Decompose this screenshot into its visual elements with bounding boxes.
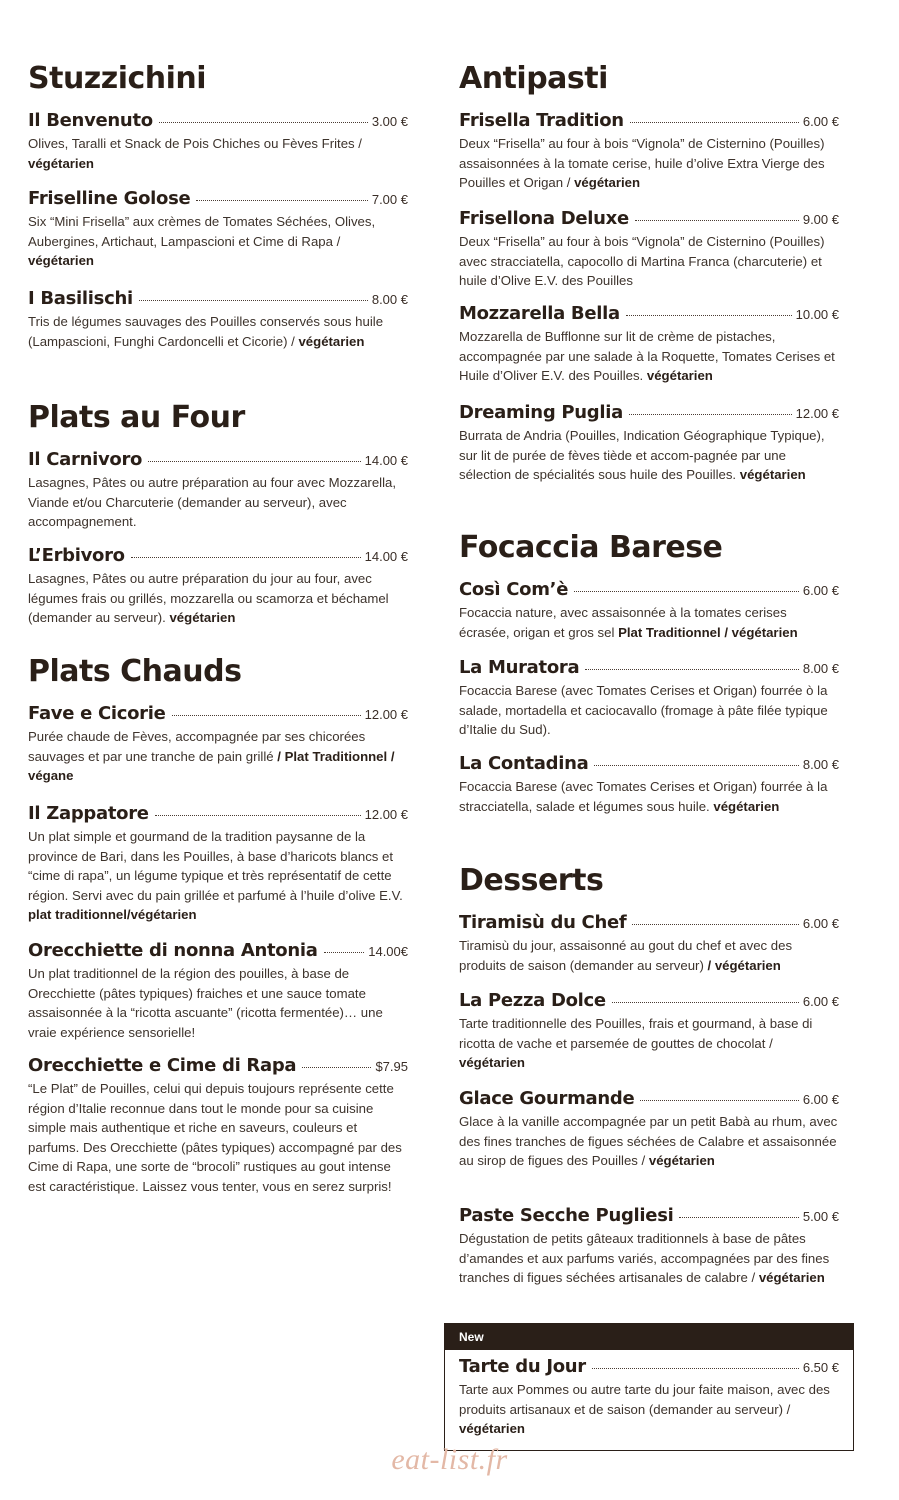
diet-tag: végétarien (758, 1270, 825, 1286)
dot-leader (632, 924, 798, 925)
dot-leader (629, 414, 792, 415)
diet-tag: / végétarien (707, 957, 781, 973)
item-name: Il Zappatore (28, 803, 149, 824)
menu-item (459, 110, 839, 193)
diet-tag: végétarien (459, 1421, 525, 1437)
menu-item (459, 657, 839, 740)
diet-tag: végétarien (713, 798, 780, 814)
item-description: Purée chaude de Fèves, accompagnée par ses chicorées sauvages et par une tranche de pain grillé / Plat Traditionnel / végane (28, 729, 395, 784)
item-name: Il Benvenuto (28, 110, 153, 131)
menu-item (459, 753, 839, 816)
menu-item (459, 208, 839, 291)
diet-tag: végétarien (574, 175, 641, 191)
item-price: 6.00 € (802, 916, 839, 931)
item-description: Dégustation de petits gâteaux traditionnels à base de pâtes d’amandes et aux parfums variés, accompagnées par des fines tranches di figues séchées artisanales de calabre / végétarien (459, 1231, 830, 1286)
diet-tag: végétarien (169, 610, 236, 626)
menu-item (28, 110, 408, 173)
item-price: 6.00 € (802, 114, 839, 129)
item-price: 14.00 € (364, 453, 408, 468)
menu-item (459, 402, 839, 485)
dot-leader (630, 122, 799, 123)
menu-item (28, 803, 408, 925)
dot-leader (131, 557, 361, 558)
item-price: 5.00 € (802, 1209, 839, 1224)
menu-item (459, 1356, 839, 1439)
item-name: Glace Gourmande (459, 1088, 635, 1109)
menu-item (459, 990, 839, 1073)
item-price: 6.50 € (802, 1360, 839, 1375)
item-name: L’Erbivoro (28, 545, 125, 566)
dot-leader (172, 715, 361, 716)
menu-item (28, 449, 408, 532)
menu-item (28, 1055, 408, 1197)
section-title-desserts: Desserts (459, 863, 604, 898)
diet-tag: végétarien (28, 155, 94, 171)
dot-leader (592, 1368, 799, 1369)
item-description: Olives, Taralli et Snack de Pois Chiches ou Fèves Frites / végétarien (28, 136, 362, 171)
dot-leader (574, 591, 799, 592)
menu-item (28, 703, 408, 786)
item-name: La Contadina (459, 753, 589, 774)
item-description: Tarte traditionnelle des Pouilles, frais et gourmand, à base di ricotta de vache et parsemée de gouttes de chocolat / végétarien (459, 1016, 813, 1071)
dot-leader (635, 220, 799, 221)
diet-tag: / Plat Traditionnel / végane (28, 748, 395, 784)
item-price: 14.00 € (364, 549, 408, 564)
item-description: Lasagnes, Pâtes ou autre préparation au four avec Mozzarella, Viande et/ou Charcuterie (demander au serveur), avec accompagnement. (28, 475, 397, 530)
section-title-focaccia-barese: Focaccia Barese (459, 530, 723, 565)
item-name: La Pezza Dolce (459, 990, 606, 1011)
item-description: Deux “Frisella” au four à bois “Vignola” de Cisternino (Pouilles) avec stracciatella, capocollo di Martina Franca (charcuterie) et huile d’Olive E.V. des Pouilles (459, 234, 825, 289)
diet-tag: végétarien (28, 253, 94, 269)
dot-leader (585, 669, 799, 670)
item-description: Lasagnes, Pâtes ou autre préparation du jour au four, avec légumes frais ou grillés, mozzarella ou scamorza et béchamel (demander au serveur). végétarien (28, 571, 389, 626)
item-description: Tris de légumes sauvages des Pouilles conservés sous huile (Lampascioni, Funghi Cardoncelli et Cicorie) / végétarien (28, 314, 384, 349)
menu-item (459, 1205, 839, 1288)
item-price: 8.00 € (802, 757, 839, 772)
item-name: Friselline Golose (28, 188, 191, 209)
diet-tag: végétarien (739, 467, 806, 483)
dot-leader (612, 1002, 799, 1003)
item-description: Tiramisù du jour, assaisonné au gout du chef et avec des produits de saison (demander au serveur) / végétarien (459, 938, 793, 973)
item-name: Frisellona Deluxe (459, 208, 629, 229)
section-title-plats-chauds: Plats Chauds (28, 654, 242, 689)
item-price: 8.00 € (371, 292, 408, 307)
menu-item (459, 1088, 839, 1171)
item-price: 14.00€ (368, 944, 408, 959)
item-description: Glace à la vanille accompagnée par un petit Babà au rhum, avec des fines tranches de figues séchées de Calabre et assaisonnée au sirop de figues des Pouilles / végétarien (459, 1114, 838, 1169)
dot-leader (640, 1100, 798, 1101)
item-name: Paste Secche Pugliesi (459, 1205, 674, 1226)
item-description: Focaccia nature, avec assaisonnée à la tomates cerises écrasée, origan et gros sel Plat Traditionnel / végétarien (459, 605, 798, 640)
diet-tag: végétarien (646, 368, 713, 384)
menu-item (28, 940, 408, 1042)
item-price: 6.00 € (802, 583, 839, 598)
item-name: Orecchiette di nonna Antonia (28, 940, 318, 961)
section-title-antipasti: Antipasti (459, 61, 608, 96)
dot-leader (196, 200, 367, 201)
dot-leader (159, 122, 368, 123)
diet-tag: végétarien (648, 1153, 715, 1169)
item-price: 8.00 € (802, 661, 839, 676)
item-name: Fave e Cicorie (28, 703, 166, 724)
item-price: 9.00 € (802, 212, 839, 227)
item-name: Così Com’è (459, 579, 569, 600)
item-name: La Muratora (459, 657, 580, 678)
dot-leader (679, 1217, 798, 1218)
item-price: $7.95 (375, 1059, 408, 1074)
menu-item (459, 303, 839, 386)
menu-item (28, 188, 408, 271)
item-description: “Le Plat” de Pouilles, celui qui depuis toujours représente cette région d’Italie reconnue dans tout le monde pour sa cuisine simple mais authentique et riche en saveurs, couleurs et parfums. Des Orecchiette (pâtes typiques) accompagné par des Cime di Rapa, une sorte de “brocoli” rustiques au gout intense est caractéristique. Laissez vous tenter, vous en serez surpris! (28, 1081, 402, 1194)
item-description: Un plat traditionnel de la région des pouilles, à base de Orecchiette (pâtes typiques) fraiches et une sauce tomate assaisonnée à la “ricotta ascuante” (ricotta fermentée)… une vraie expérience sensorielle! (28, 966, 383, 1040)
item-description: Six “Mini Frisella” aux crèmes de Tomates Séchées, Olives, Aubergines, Artichaut, Lampascioni et Cime di Rapa / végétarien (28, 214, 376, 269)
item-price: 12.00 € (364, 807, 408, 822)
item-description: Deux “Frisella” au four à bois “Vignola” de Cisternino (Pouilles) assaisonnées à la tomate cerise, huile d’olive Extra Vierge des Pouilles et Origan / végétarien (459, 136, 825, 191)
diet-tag: Plat Traditionnel / végétarien (618, 624, 798, 640)
item-name: Mozzarella Bella (459, 303, 620, 324)
dot-leader (594, 765, 798, 766)
dot-leader (139, 300, 368, 301)
diet-tag: plat traditionnel/végétarien (28, 907, 197, 923)
item-price: 12.00 € (364, 707, 408, 722)
watermark: eat-list.fr (391, 1443, 508, 1476)
section-title-stuzzichini: Stuzzichini (28, 61, 207, 96)
item-name: Il Carnivoro (28, 449, 143, 470)
item-description: Burrata de Andria (Pouilles, Indication Géographique Typique), sur lit de purée de fèves tiède et accom-pagnée par une sélection de spécialités sous huile des Pouilles. végétarien (459, 428, 825, 483)
item-price: 6.00 € (802, 1092, 839, 1107)
diet-tag: végétarien (298, 333, 365, 349)
item-description: Focaccia Barese (avec Tomates Cerises et Origan) fourrée à la stracciatella, salade et légumes sous huile. végétarien (459, 779, 828, 814)
item-price: 7.00 € (371, 192, 408, 207)
menu-item (459, 579, 839, 642)
item-description: Focaccia Barese (avec Tomates Cerises et Origan) fourrée ò la salade, mortadella et caciocavallo (fromage à pâte filée typique d’Italie du Sud). (459, 683, 828, 738)
item-name: Orecchiette e Cime di Rapa (28, 1055, 297, 1076)
item-price: 10.00 € (795, 307, 839, 322)
item-description: Un plat simple et gourmand de la tradition paysanne de la province de Bari, dans les Pouilles, à base d’haricots blancs et “cime di rapa”, un légume typique et très représentatif de cette région. Servi avec du pain grillée et parfumé à l’huile d’olive E.V. plat traditionnel/végétarien (28, 829, 403, 923)
item-name: Tiramisù du Chef (459, 912, 627, 933)
dot-leader (324, 952, 365, 953)
new-badge: New (445, 1324, 853, 1350)
dot-leader (155, 815, 361, 816)
item-price: 3.00 € (371, 114, 408, 129)
dot-leader (148, 461, 361, 462)
item-price: 12.00 € (795, 406, 839, 421)
section-title-plats-au-four: Plats au Four (28, 400, 245, 435)
item-name: Frisella Tradition (459, 110, 624, 131)
item-name: Tarte du Jour (459, 1356, 586, 1377)
item-description: Tarte aux Pommes ou autre tarte du jour faite maison, avec des produits artisanaux et de saison (demander au serveur) / végétarien (459, 1382, 830, 1437)
item-name: I Basilischi (28, 288, 133, 309)
menu-item (459, 912, 839, 975)
dot-leader (302, 1067, 371, 1068)
item-description: Mozzarella de Bufflonne sur lit de crème de pistaches, accompagnée par une salade à la Roquette, Tomates Cerises et Huile d’Oliver E.V. des Pouilles. végétarien (459, 329, 835, 384)
diet-tag: végétarien (459, 1055, 525, 1071)
menu-item (28, 288, 408, 351)
new-item-box (444, 1323, 854, 1451)
item-price: 6.00 € (802, 994, 839, 1009)
dot-leader (626, 315, 792, 316)
item-name: Dreaming Puglia (459, 402, 623, 423)
menu-item (28, 545, 408, 628)
